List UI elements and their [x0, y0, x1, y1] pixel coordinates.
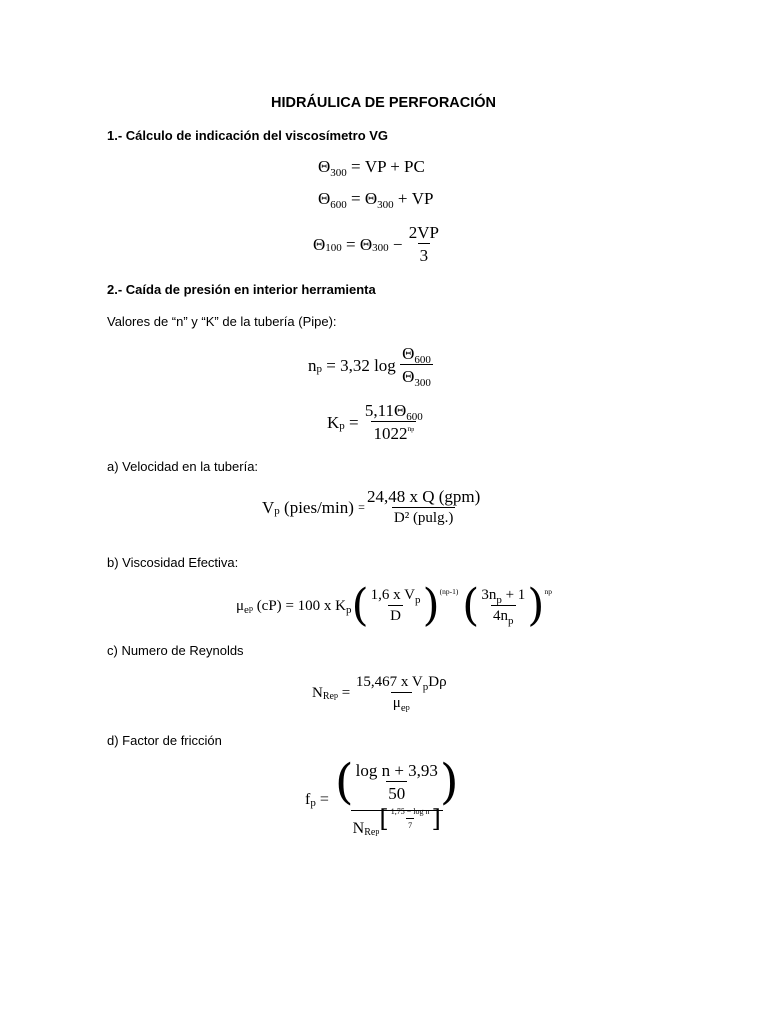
- vel-units: (pies/min): [284, 497, 354, 517]
- kp-den: 1022: [373, 424, 408, 443]
- eq3-numerator: 2VP: [408, 223, 439, 242]
- vel-lhs-sub: p: [274, 504, 280, 517]
- visc-f2-den: 4n: [493, 608, 509, 624]
- np-den: Θ: [402, 367, 415, 386]
- eq2-rhs: + VP: [397, 189, 434, 208]
- visc-f2-num-sub: p: [496, 594, 502, 606]
- kp-lhs-sub: p: [339, 419, 345, 432]
- equation-effective-viscosity: [236, 580, 552, 631]
- visc-units: (cP): [256, 597, 282, 614]
- eq2-mid: = Θ: [351, 189, 378, 208]
- visc-f2-den-sub: p: [508, 615, 514, 627]
- equation-reynolds: [312, 674, 449, 714]
- fr-exp-den: 7: [406, 818, 414, 830]
- re-lhs: N: [312, 684, 323, 701]
- fr-fraction: ( $\frac{\text{log n + 3,93}}{50}$ ) N Re p [ $\frac{\text{1,75 − log n}}{7}$ ]: [333, 758, 461, 841]
- fr-den-sub: Re: [364, 827, 376, 838]
- eq2-lhs-sub: 600: [330, 199, 347, 211]
- vel-den: D² (pulg.): [392, 507, 456, 526]
- visc-f1-num: 1,6 x V: [370, 587, 415, 603]
- eq2-mid-sub: 300: [377, 199, 394, 211]
- np-den-sub: 300: [414, 377, 431, 389]
- document-title: HIDRÁULICA DE PERFORACIÓN: [271, 95, 497, 111]
- kp-num-sub: 600: [406, 411, 423, 423]
- fr-inner-num: log n + 3,93: [355, 761, 438, 780]
- np-num: Θ: [402, 344, 415, 363]
- kp-num: 5,11Θ: [364, 401, 407, 420]
- kp-den-sup: n: [407, 424, 412, 433]
- re-num: 15,467 x V: [355, 674, 423, 690]
- re-lhs-subsub: p: [333, 691, 338, 700]
- equation-velocity: [262, 488, 482, 526]
- eq3-lhs: Θ: [313, 234, 326, 254]
- eq3-lhs-sub: 100: [325, 241, 342, 254]
- fr-lhs-sub: p: [310, 797, 316, 809]
- kp-den-sup-sub: p: [411, 427, 415, 433]
- friction-heading: d) Factor de fricción: [107, 733, 222, 748]
- visc-f2-num-tail: + 1: [505, 587, 526, 603]
- visc-f1-exp: (np-1): [439, 587, 459, 597]
- visc-lhs-sub: e: [244, 603, 249, 616]
- np-fraction: [400, 344, 433, 389]
- visc-eq: = 100 x K: [285, 597, 346, 614]
- section-2-heading: 2.- Caída de presión en interior herramienta: [107, 282, 376, 297]
- equation-kp: [327, 402, 425, 442]
- visc-group-2: ( $\frac{3n_p + 1}{4n_p}$ ): [462, 580, 545, 631]
- vel-num: 24,48 x Q (gpm): [366, 487, 481, 506]
- visc-lhs: μ: [236, 597, 245, 614]
- eq2-lhs: Θ: [318, 189, 331, 208]
- effective-viscosity-heading: b) Viscosidad Efectiva:: [107, 555, 239, 570]
- eq3-mid: = Θ: [346, 234, 373, 254]
- np-lhs: n: [308, 355, 317, 375]
- eq3-fraction: [407, 224, 441, 264]
- visc-lhs-subsub: p: [248, 604, 253, 613]
- re-lhs-sub: Re: [322, 691, 334, 702]
- equation-theta-300: [318, 157, 425, 179]
- vel-lhs: V: [262, 497, 275, 517]
- re-den-subsub: p: [405, 703, 410, 712]
- np-lhs-sub: p: [316, 362, 322, 375]
- fr-eq: =: [319, 790, 329, 808]
- visc-f2-exp: np: [544, 587, 552, 597]
- re-num-tail: Dρ: [428, 674, 447, 690]
- section-1-heading: 1.- Cálculo de indicación del viscosímetro VG: [107, 128, 389, 143]
- fr-den-subsub: p: [375, 827, 380, 836]
- equation-theta-100: [313, 224, 441, 264]
- eq1-lhs: Θ: [318, 157, 331, 176]
- np-num-sub: 600: [414, 354, 431, 366]
- visc-k-sub: p: [345, 603, 352, 616]
- fr-den: N: [352, 820, 365, 837]
- visc-f1-den: D: [388, 605, 403, 624]
- equation-friction: [305, 754, 461, 841]
- eq1-lhs-sub: 300: [330, 167, 347, 179]
- section-2-subheading: Valores de “n” y “K” de la tubería (Pipe):: [107, 314, 337, 329]
- fr-inner-den: 50: [386, 781, 407, 802]
- kp-fraction: [363, 402, 425, 442]
- eq3-minus: −: [392, 234, 403, 254]
- fr-lhs: f: [305, 790, 311, 808]
- fr-exp-num: 1,75 − log n: [390, 807, 430, 816]
- visc-f2-num: 3n: [481, 587, 497, 603]
- re-den-sub: e: [400, 702, 406, 714]
- reynolds-heading: c) Numero de Reynolds: [107, 643, 244, 658]
- kp-lhs: K: [327, 412, 340, 432]
- re-fraction: [354, 674, 449, 714]
- vel-fraction: [365, 488, 482, 526]
- equation-theta-600: [318, 189, 434, 211]
- eq3-mid-sub: 300: [372, 241, 389, 254]
- re-num-sub: p: [422, 681, 429, 693]
- visc-f1-num-sub: p: [414, 594, 421, 606]
- re-den: μ: [392, 695, 401, 711]
- equation-np: [308, 344, 433, 389]
- kp-eq: =: [349, 412, 359, 432]
- vel-eq: =: [358, 500, 365, 514]
- re-eq: =: [341, 684, 351, 701]
- visc-group-1: ( $\frac{1,6 x V_p}{D}$ ): [351, 580, 440, 631]
- eq3-denominator: 3: [418, 243, 431, 264]
- velocity-heading: a) Velocidad en la tubería:: [107, 459, 259, 474]
- eq1-rhs: = VP + PC: [351, 157, 425, 176]
- np-eq: = 3,32 log: [326, 355, 396, 375]
